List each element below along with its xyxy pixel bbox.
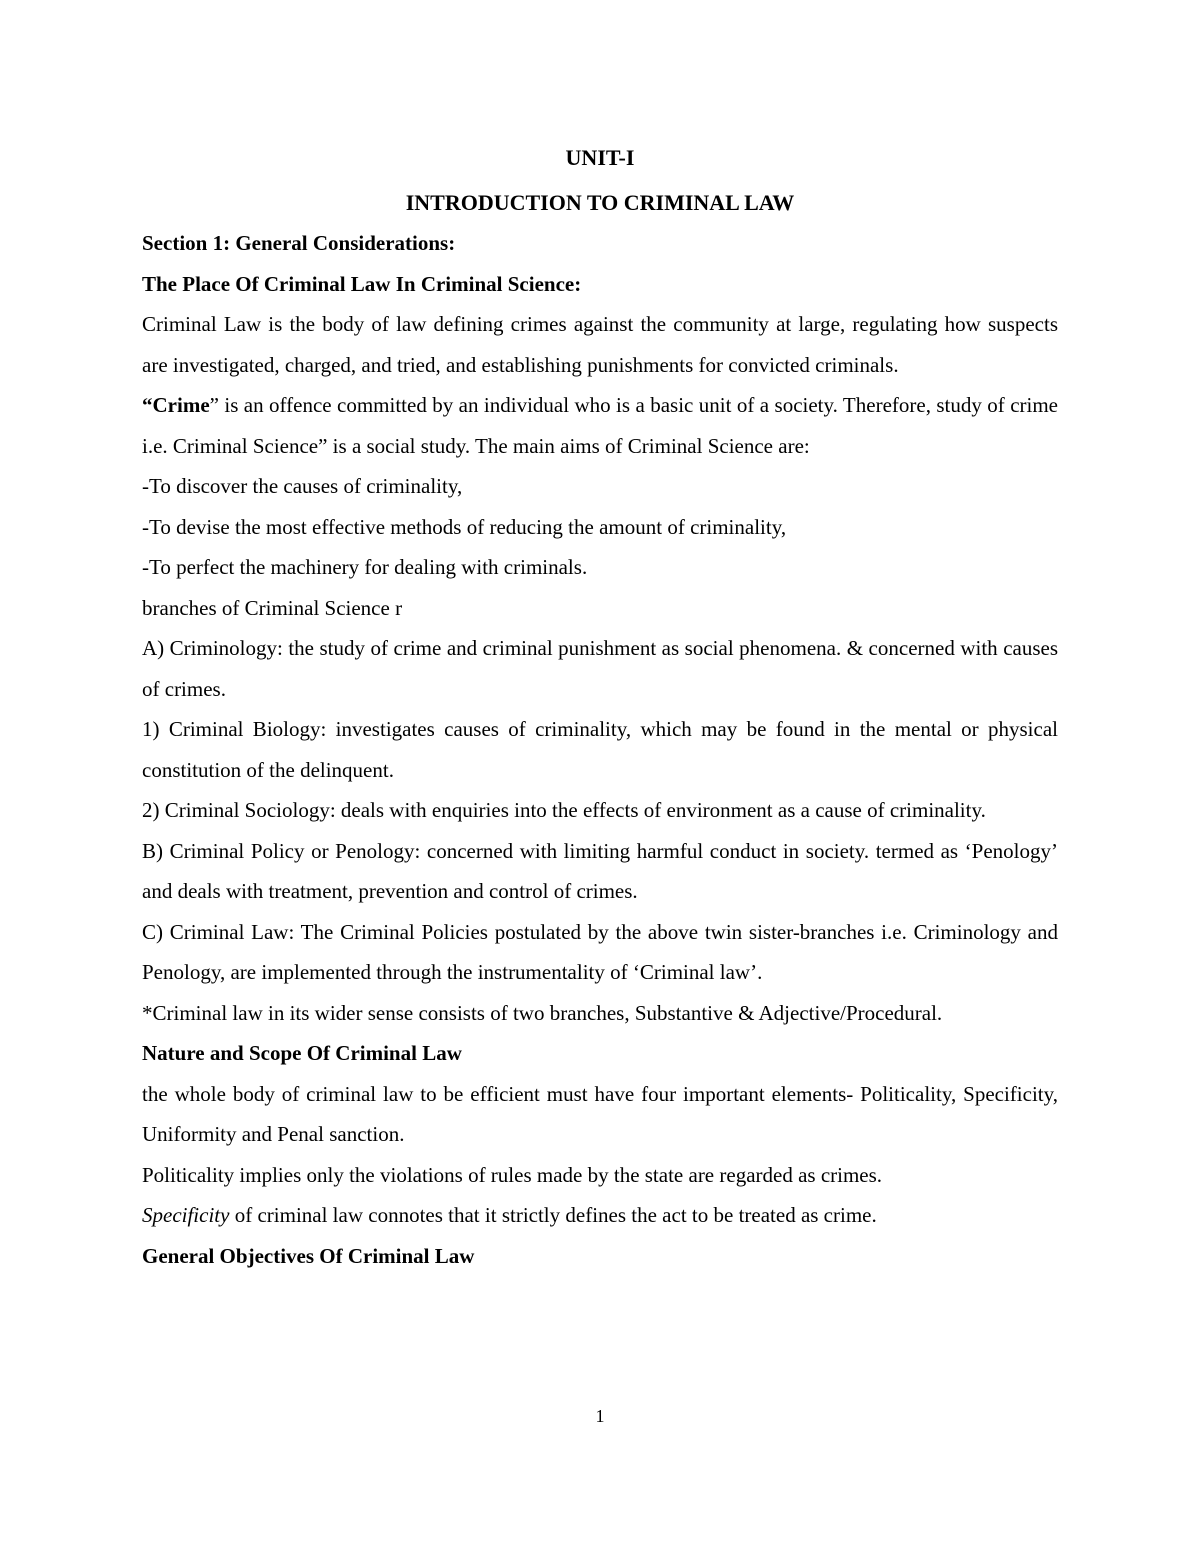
branch-b: B) Criminal Policy or Penology: concerned with limiting harmful conduct in society. termed as ‘Penology’ and deals with treatment, prevention and control of crimes. (142, 838, 1058, 903)
aim-item: -To perfect the machinery for dealing with criminals. (142, 555, 588, 579)
aim-item: -To discover the causes of criminality, (142, 474, 463, 498)
heading-objectives: General Objectives Of Criminal Law (142, 1243, 475, 1268)
heading-nature: Nature and Scope Of Criminal Law (142, 1041, 462, 1065)
paragraph-politicality: Politicality implies only the violations of rules made by the state are regarded as crimes. (142, 1162, 883, 1187)
section-heading: Section 1: General Considerations: (142, 231, 456, 255)
branch-a1: 1) Criminal Biology: investigates causes of criminality, which may be found in the mental or physical constitution of the delinquent. (142, 717, 1058, 782)
paragraph-definition: Criminal Law is the body of law defining crimes against the community at large, regulating how suspects are investigated, charged, and tried, and establishing punishments for convicted criminals. (142, 312, 1058, 377)
paragraph-specificity (142, 1195, 1058, 1236)
branch-c: C) Criminal Law: The Criminal Policies postulated by the above twin sister-branches i.e. Criminology and Penology, are implemented through the instrumentality of ‘Criminal law’. (142, 919, 1058, 984)
specificity-description: of criminal law connotes that it strictly defines the act to be treated as crime. (229, 1203, 877, 1227)
branch-a: A) Criminology: the study of crime and criminal punishment as social phenomena. & concerned with causes of crimes. (142, 636, 1058, 701)
unit-title: UNIT-I (565, 145, 635, 170)
branch-a2: 2) Criminal Sociology: deals with enquiries into the effects of environment as a cause of criminality. (142, 798, 986, 822)
main-title: INTRODUCTION TO CRIMINAL LAW (405, 189, 795, 215)
crime-description: ” is an offence committed by an individual who is a basic unit of a society. Therefore, study of crime i.e. Criminal Science” is a social study. The main aims of Criminal Science are: (142, 393, 1058, 458)
specificity-term: Specificity (142, 1203, 230, 1227)
aim-item: -To devise the most effective methods of reducing the amount of criminality, (142, 514, 787, 539)
page-content (142, 138, 1058, 1276)
page-number: 1 (595, 1406, 605, 1426)
paragraph-crime (142, 385, 1058, 466)
subheading-place: The Place Of Criminal Law In Criminal Science: (142, 271, 582, 296)
note-line: *Criminal law in its wider sense consists of two branches, Substantive & Adjective/Procedural. (142, 1000, 943, 1025)
paragraph-nature: the whole body of criminal law to be efficient must have four important elements- Politicality, Specificity, Uniformity and Penal sanction. (142, 1081, 1058, 1146)
crime-term: “Crime (142, 393, 210, 417)
branches-intro: branches of Criminal Science r (142, 595, 403, 620)
